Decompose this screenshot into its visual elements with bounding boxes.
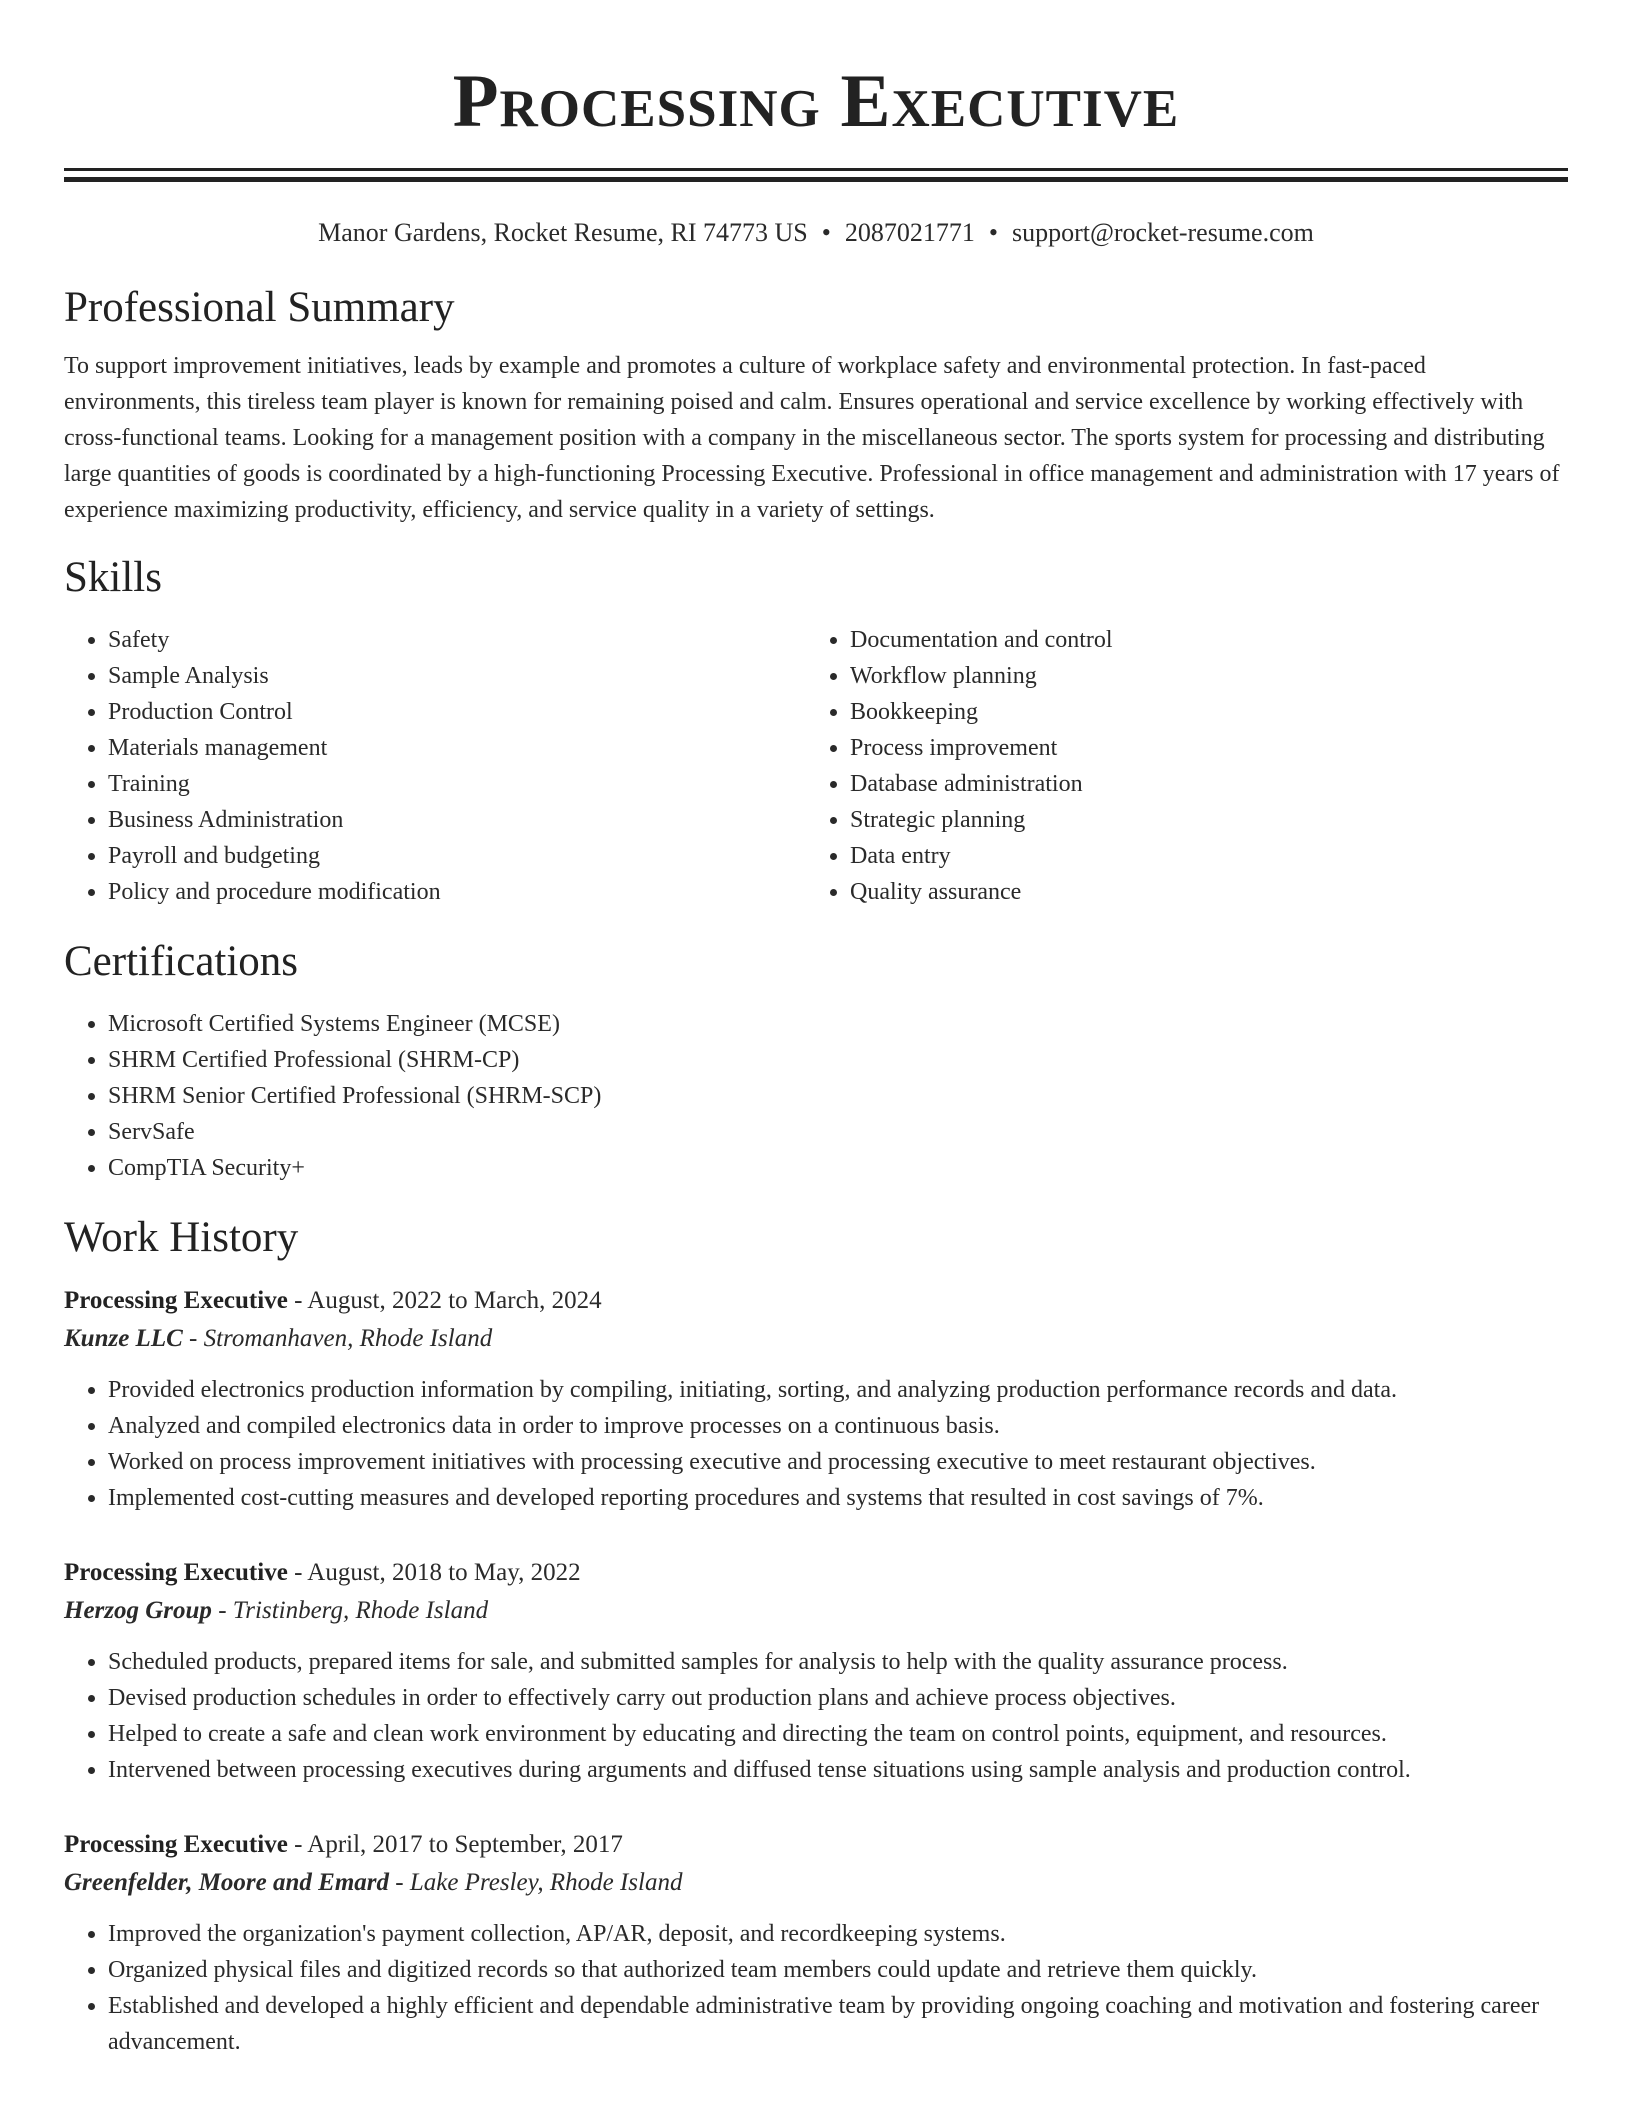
skill-item: • Materials management [108,730,806,766]
job-bullets [64,1372,1568,1516]
job-bullet: • Scheduled products, prepared items for sale, and submitted samples for analysis to help with the quality assurance process. [108,1644,1568,1680]
job-bullet: • Helped to create a safe and clean work environment by educating and directing the team on control points, equipment, and resources. [108,1716,1568,1752]
job-bullet: • Provided electronics production information by compiling, initiating, sorting, and analyzing production performance records and data. [108,1372,1568,1408]
skill-item: • Documentation and control [850,622,1548,658]
job-entry [64,1554,1568,1788]
certification-item: • SHRM Senior Certified Professional (SHRM-SCP) [108,1078,1568,1114]
job-company-line [64,1864,1568,1902]
job-bullets [64,1916,1568,2060]
job-company-line [64,1320,1568,1358]
contact-phone: 2087021771 [844,218,975,247]
job-title-line [64,1554,1568,1592]
job-bullet: • Intervened between processing executives during arguments and diffused tense situations using sample analysis and production control. [108,1752,1568,1788]
skill-item: • Sample Analysis [108,658,806,694]
job-company: Herzog Group [64,1597,212,1624]
work-history-section [64,1212,1568,2060]
job-bullet: • Organized physical files and digitized records so that authorized team members could update and retrieve them quickly. [108,1952,1568,1988]
header-divider-thick [64,177,1568,182]
skill-item: • Workflow planning [850,658,1548,694]
certification-item: • SHRM Certified Professional (SHRM-CP) [108,1042,1568,1078]
job-bullet: • Established and developed a highly efficient and dependable administrative team by providing ongoing coaching and motivation and fostering career advancement. [108,1988,1568,2060]
job-title: Processing Executive [64,1831,288,1858]
skill-item: • Database administration [850,766,1548,802]
contact-separator: • [821,218,831,247]
summary-text: To support improvement initiatives, leads by example and promotes a culture of workplace safety and environmental protection. In fast-paced environments, this tireless team player is known for remaining poised and calm. Ensures operational and service excellence by working effectively with cross-functional teams. Looking for a management position with a company in the miscellaneous sector. The sports system for processing and distributing large quantities of goods is coordinated by a high-functioning Processing Executive. Professional in office management and administration with 17 years of experience maximizing productivity, efficiency, and service quality in a variety of settings. [64,353,1560,523]
job-dates: - August, 2022 to March, 2024 [287,1287,602,1314]
job-location: - Lake Presley, Rhode Island [389,1869,683,1896]
resume-page [64,0,1568,2060]
certifications-heading: Certifications [64,938,299,985]
skill-item: • Process improvement [850,730,1548,766]
summary-section [64,282,1568,528]
job-location: - Tristinberg, Rhode Island [211,1597,489,1624]
certification-item: • ServSafe [108,1114,1568,1150]
skills-heading: Skills [64,554,162,601]
job-location: - Stromanhaven, Rhode Island [182,1325,493,1352]
skills-column-left [64,622,806,910]
contact-separator: • [988,218,998,247]
skills-columns [64,622,1568,910]
job-bullet: • Improved the organization's payment collection, AP/AR, deposit, and recordkeeping systems. [108,1916,1568,1952]
job-company-line [64,1592,1568,1630]
job-entry [64,1282,1568,1516]
skill-item: • Policy and procedure modification [108,874,806,910]
skill-item: • Bookkeeping [850,694,1548,730]
job-bullet: • Analyzed and compiled electronics data in order to improve processes on a continuous basis. [108,1408,1568,1444]
job-title: Processing Executive [64,1287,288,1314]
contact-address: Manor Gardens, Rocket Resume, RI 74773 US [318,218,808,247]
summary-heading: Professional Summary [64,284,455,331]
certifications-section [64,936,1568,1186]
certifications-list [64,1006,1568,1186]
skill-item: • Business Administration [108,802,806,838]
job-bullet: • Worked on process improvement initiatives with processing executive and processing executive to meet restaurant objectives. [108,1444,1568,1480]
job-title-line [64,1826,1568,1864]
job-bullets [64,1644,1568,1788]
skill-item: • Quality assurance [850,874,1548,910]
job-company: Greenfelder, Moore and Emard [64,1869,389,1896]
job-title: Processing Executive [64,1559,288,1586]
skill-item: • Data entry [850,838,1548,874]
job-dates: - April, 2017 to September, 2017 [287,1831,623,1858]
certification-item: • CompTIA Security+ [108,1150,1568,1186]
skills-list-left [64,622,806,910]
job-bullet: • Implemented cost-cutting measures and developed reporting procedures and systems that resulted in cost savings of 7%. [108,1480,1568,1516]
skill-item: • Training [108,766,806,802]
header-divider-thin [64,168,1568,171]
skills-column-right [806,622,1548,910]
certification-item: • Microsoft Certified Systems Engineer (MCSE) [108,1006,1568,1042]
job-company: Kunze LLC [64,1325,183,1352]
work-history-heading: Work History [64,1214,299,1261]
skill-item: • Production Control [108,694,806,730]
job-title-line [64,1282,1568,1320]
skill-item: • Strategic planning [850,802,1548,838]
skills-list-right [806,622,1548,910]
job-entry [64,1826,1568,2060]
resume-name: Processing Executive [452,60,1180,143]
job-bullet: • Devised production schedules in order to effectively carry out production plans and achieve process objectives. [108,1680,1568,1716]
skill-item: • Payroll and budgeting [108,838,806,874]
job-dates: - August, 2018 to May, 2022 [287,1559,581,1586]
contact-line [64,216,1568,250]
skills-section [64,552,1568,910]
skill-item: • Safety [108,622,806,658]
contact-email: support@rocket-resume.com [1011,218,1314,247]
